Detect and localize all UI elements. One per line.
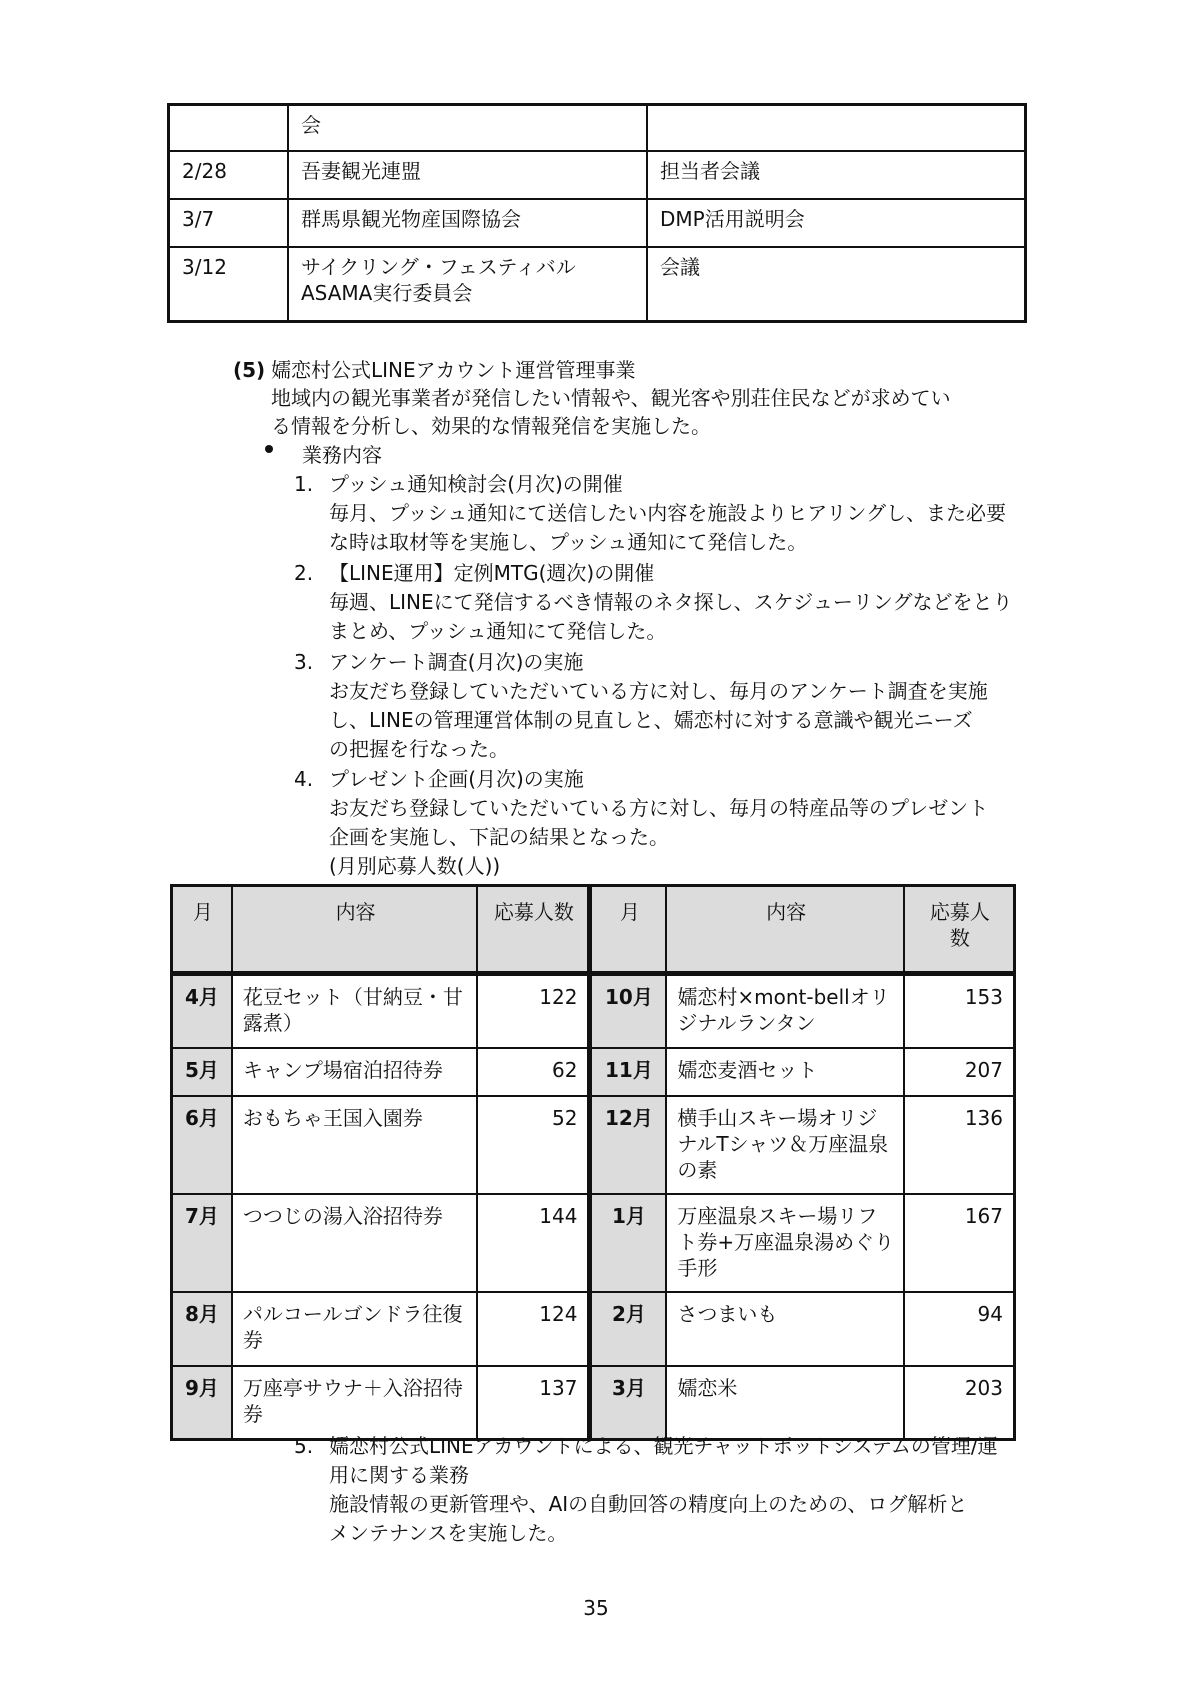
table-row: [169, 151, 1026, 199]
date-cell: 2/28: [169, 151, 289, 199]
page-number: 35: [583, 1596, 609, 1620]
count-cell: 207: [904, 1048, 1015, 1096]
item-number: 2.: [294, 561, 314, 585]
table-row: [172, 1048, 1015, 1096]
count-cell: 136: [904, 1096, 1015, 1194]
content-cell: おもちゃ王国入園券: [232, 1096, 477, 1194]
item-text: 毎週、LINEにて発信するべき情報のネタ探し、スケジューリングなどをとり: [329, 590, 1013, 614]
content-cell: 万座温泉スキー場リフト券+万座温泉湯めぐり手形: [666, 1194, 903, 1292]
month-cell: 5月: [172, 1048, 232, 1096]
content-cell: 横手山スキー場オリジナルTシャツ＆万座温泉の素: [666, 1096, 903, 1194]
org-cell: 吾妻観光連盟: [288, 151, 647, 199]
item-text: まとめ、プッシュ通知にて発信した。: [329, 619, 667, 643]
item-text: お友だち登録していただいている方に対し、毎月のアンケート調査を実施: [329, 679, 988, 703]
count-cell: 62: [477, 1048, 590, 1096]
header-content: 内容: [666, 886, 903, 974]
table-row: [169, 105, 1026, 152]
table-row: [172, 1366, 1015, 1440]
item-number: 3.: [294, 650, 314, 674]
count-cell: 203: [904, 1366, 1015, 1440]
header-count-line: 数: [949, 926, 970, 950]
content-cell: DMP活用説明会: [647, 199, 1026, 247]
item-heading: プレゼント企画(月次)の実施: [329, 767, 584, 791]
header-content: 内容: [232, 886, 477, 974]
content-cell: 会議: [647, 247, 1026, 322]
item-heading: 嬬恋村公式LINEアカウントによる、観光チャットボットシステムの管理/運: [329, 1434, 998, 1458]
item-text: メンテナンスを実施した。: [329, 1521, 568, 1545]
date-cell: [169, 105, 289, 152]
month-cell: 1月: [590, 1194, 666, 1292]
prize-table: [170, 884, 1016, 1441]
table-header-row: [172, 886, 1015, 974]
content-cell: 万座亭サウナ＋入浴招待券: [232, 1366, 477, 1440]
count-cell: 94: [904, 1292, 1015, 1366]
section-intro: る情報を分析し、効果的な情報発信を実施した。: [271, 414, 711, 438]
count-cell: 137: [477, 1366, 590, 1440]
month-cell: 2月: [590, 1292, 666, 1366]
month-cell: 4月: [172, 974, 232, 1048]
content-cell: さつまいも: [666, 1292, 903, 1366]
table-caption: (月別応募人数(人)): [329, 854, 501, 878]
bullet-label: 業務内容: [302, 443, 382, 467]
item-heading: 【LINE運用】定例MTG(週次)の開催: [329, 561, 655, 585]
content-cell: 嬬恋村×mont-bellオリジナルランタン: [666, 974, 903, 1048]
header-count: 応募人数: [477, 886, 590, 974]
month-cell: 7月: [172, 1194, 232, 1292]
content-cell: [647, 105, 1026, 152]
item-number: 5.: [294, 1434, 314, 1458]
item-text: の把握を行なった。: [329, 737, 509, 761]
count-cell: 122: [477, 974, 590, 1048]
count-cell: 153: [904, 974, 1015, 1048]
table-row: [172, 1194, 1015, 1292]
item-text: な時は取材等を実施し、プッシュ通知にて発信した。: [329, 530, 808, 554]
org-cell: [288, 247, 647, 322]
table-row: [169, 199, 1026, 247]
section-number: (5): [233, 358, 266, 382]
table-row: [172, 974, 1015, 1048]
item-text: 用に関する業務: [329, 1463, 469, 1487]
month-cell: 3月: [590, 1366, 666, 1440]
item-heading: アンケート調査(月次)の実施: [329, 650, 584, 674]
item-text: 企画を実施し、下記の結果となった。: [329, 825, 669, 849]
date-cell: 3/7: [169, 199, 289, 247]
item-heading: プッシュ通知検討会(月次)の開催: [329, 472, 623, 496]
meetings-table: [167, 103, 1027, 323]
header-count-line: 応募人: [929, 900, 990, 924]
section-intro: 地域内の観光事業者が発信したい情報や、観光客や別荘住民などが求めてい: [271, 386, 951, 410]
item-text: 施設情報の更新管理や、AIの自動回答の精度向上のための、ログ解析と: [329, 1492, 968, 1516]
content-cell: パルコールゴンドラ往復券: [232, 1292, 477, 1366]
item-number: 4.: [294, 767, 314, 791]
bullet-icon: [265, 445, 273, 453]
month-cell: 6月: [172, 1096, 232, 1194]
header-count: [904, 886, 1015, 974]
header-month: 月: [590, 886, 666, 974]
content-cell: 嬬恋米: [666, 1366, 903, 1440]
item-text: 毎月、プッシュ通知にて送信したい内容を施設よりヒアリングし、また必要: [329, 501, 1006, 525]
table-row: [172, 1096, 1015, 1194]
month-cell: 9月: [172, 1366, 232, 1440]
content-cell: つつじの湯入浴招待券: [232, 1194, 477, 1292]
month-cell: 10月: [590, 974, 666, 1048]
month-cell: 11月: [590, 1048, 666, 1096]
count-cell: 52: [477, 1096, 590, 1194]
item-text: お友だち登録していただいている方に対し、毎月の特産品等のプレゼント: [329, 796, 989, 820]
org-line: ASAMA実行委員会: [301, 281, 473, 305]
table-row: [172, 1292, 1015, 1366]
org-line: サイクリング・フェスティバル: [301, 255, 576, 279]
org-cell: 会: [288, 105, 647, 152]
month-cell: 12月: [590, 1096, 666, 1194]
count-cell: 124: [477, 1292, 590, 1366]
count-cell: 167: [904, 1194, 1015, 1292]
count-cell: 144: [477, 1194, 590, 1292]
header-month: 月: [172, 886, 232, 974]
month-cell: 8月: [172, 1292, 232, 1366]
date-cell: 3/12: [169, 247, 289, 322]
org-cell: 群馬県観光物産国際協会: [288, 199, 647, 247]
content-cell: 担当者会議: [647, 151, 1026, 199]
content-cell: 花豆セット（甘納豆・甘露煮）: [232, 974, 477, 1048]
content-cell: キャンプ場宿泊招待券: [232, 1048, 477, 1096]
item-text: し、LINEの管理運営体制の見直しと、嬬恋村に対する意識や観光ニーズ: [329, 708, 973, 732]
section-title: 嬬恋村公式LINEアカウント運営管理事業: [271, 358, 636, 382]
item-number: 1.: [294, 472, 314, 496]
table-row: [169, 247, 1026, 322]
content-cell: 嬬恋麦酒セット: [666, 1048, 903, 1096]
